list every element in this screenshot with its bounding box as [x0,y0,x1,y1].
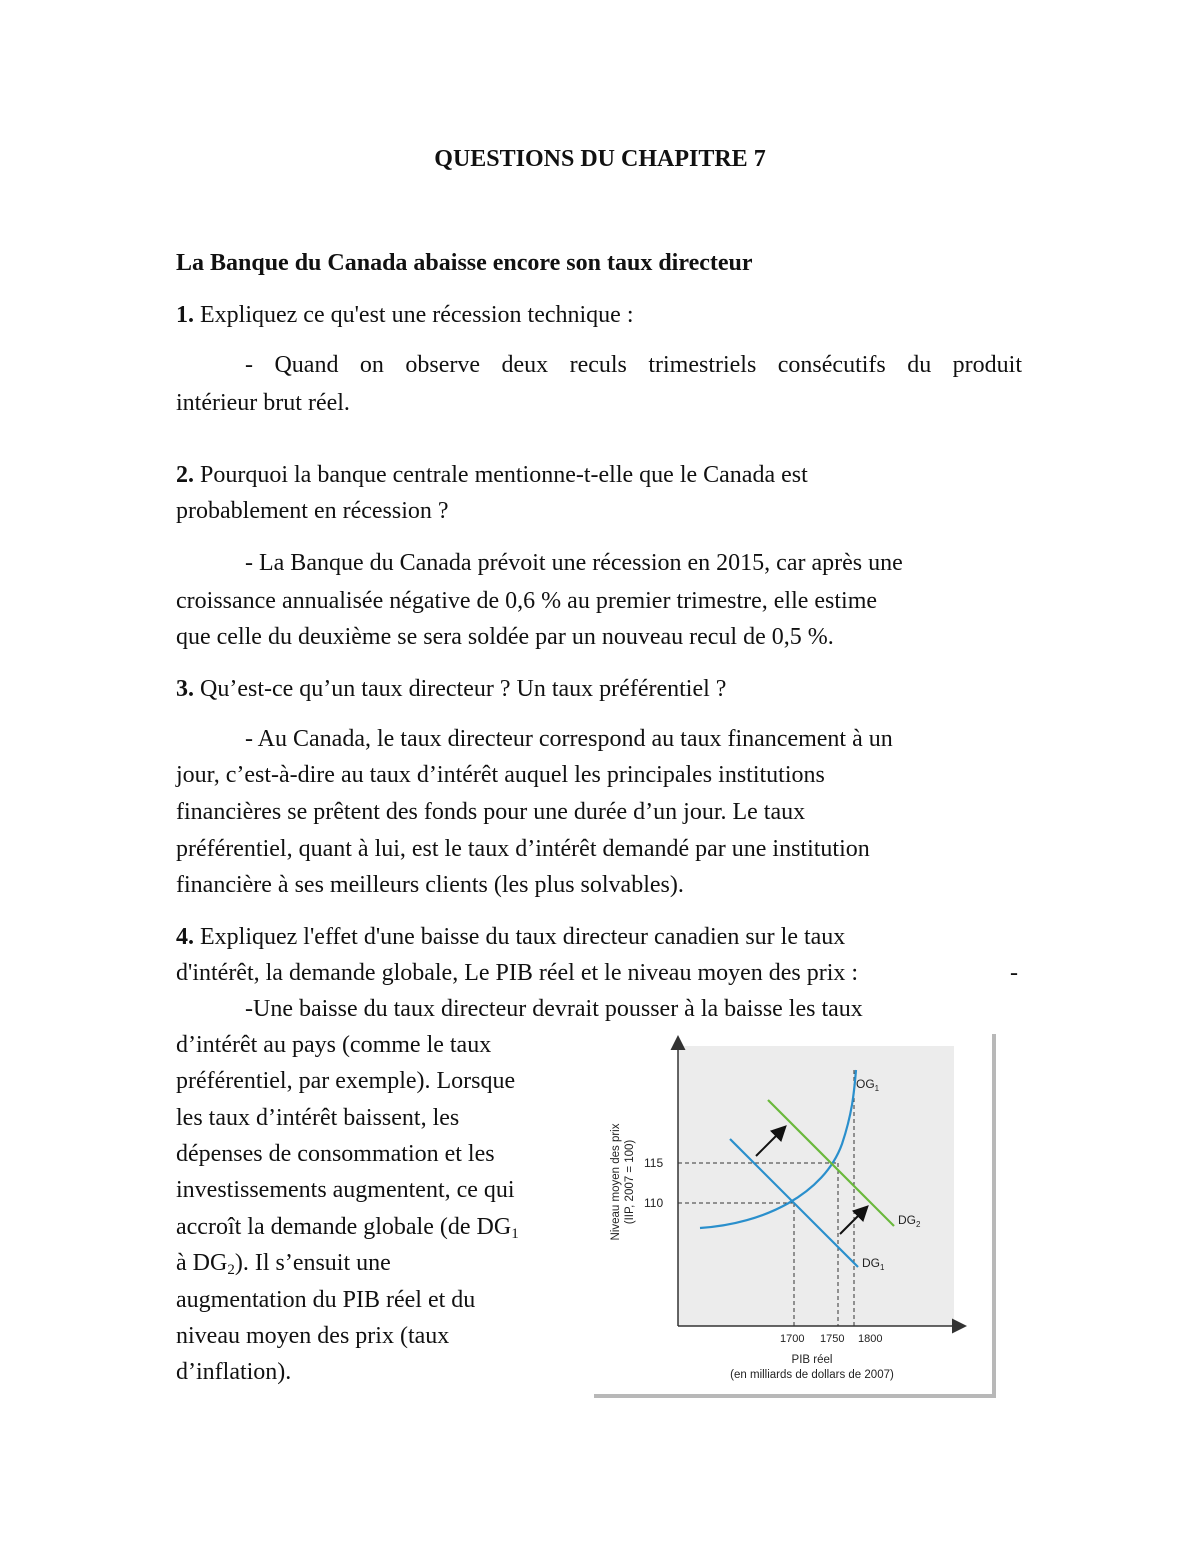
subscript: 1 [511,1226,519,1242]
answer-4-line-9: augmentation du PIB réel et du [176,1287,476,1313]
og-label-sub: 1 [874,1084,880,1093]
answer-3-line-5: financière à ses meilleurs clients (les plus solvables). [176,872,684,898]
question-number: 1. [176,302,194,328]
answer-2-line-2: croissance annualisée négative de 0,6 % au premier trimestre, elle estime [176,588,878,614]
answer-text: ). Il s’ensuit une [234,1250,391,1276]
x-axis-title-line-2: (en milliards de dollars de 2007) [730,1369,894,1381]
x-axis-title-line-1: PIB réel [791,1354,833,1366]
answer-4-line-4: les taux d’intérêt baissent, les [176,1105,460,1131]
answer-3-line-1: - Au Canada, le taux directeur correspond au taux financement à un [245,726,893,752]
question-4-line-2: d'intérêt, la demande globale, Le PIB réel et le niveau moyen des prix : [176,960,859,986]
x-tick-label: 1750 [820,1333,845,1345]
question-text: Pourquoi la banque centrale mentionne-t-elle que le Canada est [194,462,808,488]
answer-4-line-3: préférentiel, par exemple). Lorsque [176,1068,516,1094]
answer-4-line-2: d’intérêt au pays (comme le taux [176,1032,492,1058]
y-axis-title-line-2: (IIP, 2007 = 100) [624,1139,636,1225]
dg1-label-text: DG [862,1256,880,1270]
dg2-label-sub: 2 [916,1220,921,1229]
answer-4-line-8 [176,1250,391,1277]
question-2 [176,462,808,489]
frame-shadow-bottom [594,1394,996,1398]
answer-3-line-4: préférentiel, quant à lui, est le taux d’intérêt demandé par une institution [176,836,870,862]
section-heading: La Banque du Canada abaisse encore son taux directeur [176,250,753,276]
y-tick-label: 115 [644,1156,664,1170]
dg2-label-text: DG [898,1213,916,1227]
answer-1-line-2: intérieur brut réel. [176,390,350,416]
answer-1-line-1: - Quand on observe deux reculs trimestriels consécutifs du produit [245,352,1022,378]
answer-4-line-7 [176,1214,519,1241]
og-label-text: OG [856,1077,875,1091]
answer-2-line-3: que celle du deuxième se sera soldée par un nouveau recul de 0,5 %. [176,624,834,650]
question-text: Expliquez ce qu'est une récession technique : [194,302,634,328]
x-tick-label: 1700 [780,1333,805,1345]
ad-og-diagram [594,1034,996,1398]
question-number: 3. [176,676,194,702]
question-text: Expliquez l'effet d'une baisse du taux directeur canadien sur le taux [194,924,846,950]
x-tick-label: 1800 [858,1333,883,1345]
answer-2-line-1: - La Banque du Canada prévoit une récession en 2015, car après une [245,550,903,576]
answer-4-line-11: d’inflation). [176,1359,292,1385]
y-tick-label: 110 [644,1196,664,1210]
answer-4-line-5: dépenses de consommation et les [176,1141,495,1167]
question-1 [176,302,634,329]
plot-background [678,1046,954,1326]
answer-text: à DG [176,1250,228,1276]
answer-text: accroît la demande globale (de DG [176,1214,512,1240]
answer-4-line-6: investissements augmentent, ce qui [176,1177,515,1203]
answer-3-line-2: jour, c’est-à-dire au taux d’intérêt auquel les principales institutions [176,762,825,788]
dg1-label-sub: 1 [880,1263,885,1272]
question-4-dash: - [1010,960,1018,986]
subscript: 2 [227,1262,235,1278]
question-number: 2. [176,462,194,488]
answer-4-line-1: -Une baisse du taux directeur devrait pousser à la baisse les taux [245,996,863,1022]
frame-shadow-right [992,1034,996,1398]
y-axis-title-line-1: Niveau moyen des prix [610,1123,622,1241]
question-text: Qu’est-ce qu’un taux directeur ? Un taux préférentiel ? [194,676,727,702]
answer-4-line-10: niveau moyen des prix (taux [176,1323,450,1349]
question-2-line-2: probablement en récession ? [176,498,449,524]
question-3 [176,676,726,703]
question-number: 4. [176,924,194,950]
question-4 [176,924,845,951]
page-title: QUESTIONS DU CHAPITRE 7 [434,146,766,172]
answer-3-line-3: financières se prêtent des fonds pour une durée d’un jour. Le taux [176,799,806,825]
figure-frame [594,1034,996,1398]
